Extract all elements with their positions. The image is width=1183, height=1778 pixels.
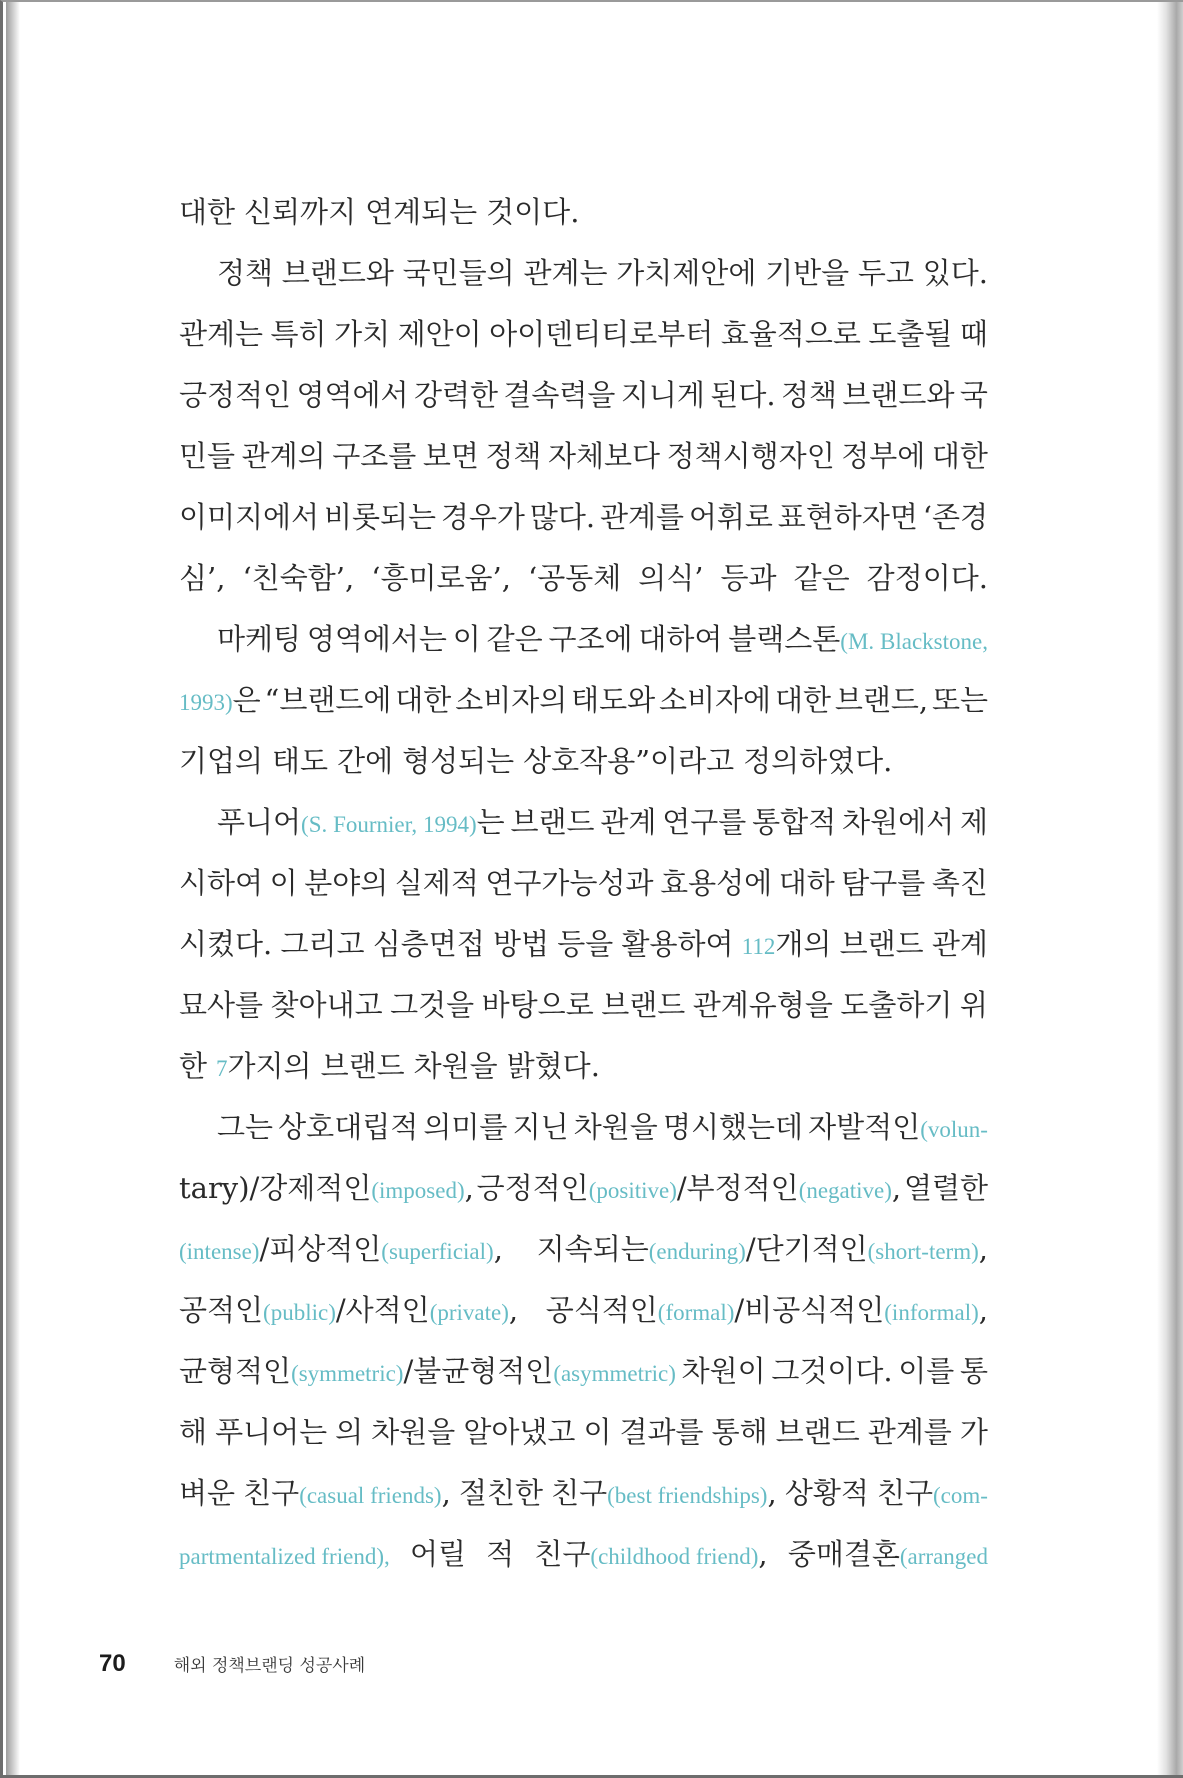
word: 알아냈고	[463, 1415, 576, 1449]
word: 1993)은	[179, 683, 261, 717]
word: 브랜드	[601, 988, 686, 1022]
word: 공식적인(formal)/비공식적인(informal),	[545, 1293, 988, 1327]
word: 친구(childhood friend),	[534, 1537, 768, 1571]
word: 상호대립적	[278, 1110, 419, 1144]
word: 정책	[780, 378, 837, 412]
word: 실제적	[394, 866, 479, 900]
text-line	[179, 373, 988, 434]
text-line	[179, 1227, 988, 1288]
text-line	[179, 495, 988, 556]
word: 상호작용”이라고	[523, 744, 735, 778]
word: 태도와	[571, 683, 656, 717]
word: 연구를	[662, 805, 747, 839]
word: 1994)는	[422, 805, 505, 839]
word: 등을	[557, 927, 614, 961]
word: 차원을	[413, 1049, 498, 1083]
word: 또는	[931, 683, 988, 717]
word: 정의하였다.	[743, 744, 893, 778]
word: 브랜드	[775, 1415, 860, 1449]
word: 의식’	[638, 561, 704, 595]
word: 의	[335, 1415, 364, 1449]
text-line	[179, 1105, 988, 1166]
word: 대하	[778, 866, 835, 900]
word: 이	[269, 866, 298, 900]
word: 구조를	[332, 439, 417, 473]
word: 절친한	[458, 1476, 543, 1510]
word: 관계를	[599, 500, 684, 534]
word: 명시했는데	[662, 1110, 804, 1144]
word: 친구(com-	[876, 1476, 988, 1510]
word: 구조에	[548, 622, 633, 656]
word: 통	[959, 1354, 988, 1388]
word: 벼운	[179, 1476, 236, 1510]
word: 적	[486, 1537, 515, 1571]
word: 기반을	[765, 256, 850, 290]
word: 밝혔다.	[506, 1049, 600, 1083]
word: 관계의	[241, 439, 326, 473]
word: 이를	[898, 1354, 955, 1388]
word: 제	[959, 805, 988, 839]
word: ‘흥미로움’,	[371, 561, 511, 595]
word: 시하여	[179, 866, 264, 900]
word: Fournier,	[333, 812, 418, 837]
word: 도출하기	[840, 988, 953, 1022]
running-title: 해외 정책브랜딩 성공사례	[173, 1656, 366, 1676]
word: 관계유형을	[692, 988, 833, 1022]
text-line	[179, 983, 988, 1044]
text-line	[179, 678, 988, 739]
text-line	[179, 861, 988, 922]
word: 연계되는	[365, 195, 478, 229]
word: 위	[959, 988, 988, 1022]
word: 상황적	[784, 1476, 869, 1510]
text-line	[179, 1166, 988, 1227]
word: 가치	[334, 317, 391, 351]
word: 대한	[395, 683, 452, 717]
word: 정책시행자인	[666, 439, 835, 473]
word: 효율적으로	[720, 317, 861, 351]
word: 등과	[720, 561, 777, 595]
word: 그것을	[390, 988, 475, 1022]
word: 어휘로	[688, 500, 773, 534]
word: 같은	[793, 561, 850, 595]
word: 아이덴티티로부터	[489, 317, 714, 351]
word: 블랙스톤(M.	[728, 622, 875, 656]
word: 차원이	[681, 1354, 766, 1388]
word: 대하여	[638, 622, 723, 656]
page-number: 70	[99, 1650, 126, 1677]
word: 가치제안에	[616, 256, 757, 290]
word: 이미지에서	[179, 500, 320, 534]
word: 많다.	[529, 500, 596, 534]
word: 정책	[217, 256, 274, 290]
word: 묘사를	[179, 988, 264, 1022]
word: partmentalized friend),	[179, 1544, 390, 1569]
word: ‘공동체	[527, 561, 622, 595]
text-line	[179, 1044, 988, 1105]
word: 신뢰까지	[244, 195, 357, 229]
word: 가	[959, 1415, 988, 1449]
word: 공적인(public)/사적인(private),	[179, 1293, 519, 1327]
word: 자체보다	[548, 439, 661, 473]
word: 탐구를	[841, 866, 926, 900]
word: 정책	[485, 439, 542, 473]
word: 비롯되는	[323, 500, 437, 534]
text-line	[179, 556, 988, 617]
word: 소비자에	[659, 683, 772, 717]
word: 해	[179, 1415, 208, 1449]
word: 것이다.	[486, 195, 580, 229]
word: 브랜드	[510, 805, 595, 839]
word: 의미를	[423, 1110, 508, 1144]
word: 통해	[711, 1415, 768, 1449]
word: 관계를	[867, 1415, 952, 1449]
text-line	[179, 739, 988, 800]
word: 그는	[217, 1110, 274, 1144]
word: 민들	[179, 439, 236, 473]
word: 연구가능성과	[485, 866, 654, 900]
word: Blackstone,	[880, 629, 988, 654]
word: 소비자의	[455, 683, 568, 717]
word: 지니게	[620, 378, 705, 412]
page-footer	[99, 1650, 365, 1678]
text-line	[179, 800, 988, 861]
word: 마케팅	[217, 622, 302, 656]
word: 결과를	[619, 1415, 704, 1449]
word: 열렬한	[903, 1171, 988, 1205]
word: 국민들의	[402, 256, 515, 290]
text-line	[179, 251, 988, 312]
word: 브랜드,	[834, 683, 929, 717]
word: 어릴	[409, 1537, 466, 1571]
word: 친구(casual friends),	[243, 1476, 451, 1510]
word: 경우가	[440, 500, 525, 534]
word: 심층면접	[372, 927, 485, 961]
word: 한	[179, 1049, 208, 1083]
word: 관계	[931, 927, 988, 961]
word: 보면	[422, 439, 479, 473]
word: 형성되는	[402, 744, 515, 778]
word: 정부에	[841, 439, 926, 473]
word: 감정이다.	[866, 561, 988, 595]
word: 두고	[857, 256, 914, 290]
word: 표현하자면	[777, 500, 918, 534]
word: 시켰다.	[179, 927, 273, 961]
word: 112개의	[741, 927, 832, 961]
text-line	[179, 1471, 988, 1532]
word: 기업의	[179, 744, 264, 778]
word: 찾아내고	[270, 988, 383, 1022]
text-line	[179, 434, 988, 495]
word: 바탕으로	[481, 988, 594, 1022]
word: 푸니어(S.	[217, 805, 328, 839]
word: 활용하여	[621, 927, 734, 961]
word: ‘존경	[922, 500, 988, 534]
word: 이	[452, 622, 481, 656]
word: 자발적인(volun-	[808, 1110, 988, 1144]
text-line	[179, 617, 988, 678]
word: 간에	[337, 744, 394, 778]
word: 그리고	[280, 927, 365, 961]
word: 영역에서는	[306, 622, 447, 656]
word: 푸니어는	[215, 1415, 328, 1449]
word: “브랜드에	[264, 683, 392, 717]
word: 국	[959, 378, 988, 412]
word: 그것이다.	[771, 1354, 893, 1388]
text-line	[179, 312, 988, 373]
text-line	[179, 190, 988, 251]
word: 된다.	[710, 378, 776, 412]
word: 결속력을	[503, 378, 616, 412]
word: 7가지의	[216, 1049, 312, 1083]
word: 강력한	[413, 378, 498, 412]
text-line	[179, 1532, 988, 1593]
word: 차원을	[573, 1110, 658, 1144]
word: 이	[583, 1415, 612, 1449]
word: 방법	[492, 927, 550, 961]
word: 차원에서	[842, 805, 955, 839]
word: 통합적	[752, 805, 837, 839]
text-line	[179, 1288, 988, 1349]
word: 브랜드와	[842, 378, 955, 412]
word: ‘친숙함’,	[242, 561, 355, 595]
word: 심’,	[179, 561, 226, 595]
word: 대한	[179, 195, 236, 229]
text-line	[179, 922, 988, 983]
word: 관계는	[179, 317, 264, 351]
word: 제안이	[397, 317, 482, 351]
word: 특히	[270, 317, 327, 351]
word: 차원을	[371, 1415, 456, 1449]
word: 브랜드	[320, 1049, 405, 1083]
word: 도출될	[868, 317, 953, 351]
word: 대한	[931, 439, 988, 473]
word: 대한	[774, 683, 831, 717]
word: tary)/강제적인(imposed),	[179, 1171, 474, 1205]
word: 관계는	[523, 256, 608, 290]
word: 중매결혼(arranged	[787, 1537, 988, 1571]
word: (intense)/피상적인(superficial),	[179, 1232, 503, 1266]
word: 있다.	[922, 256, 988, 290]
body-text	[179, 190, 988, 1593]
page-right-edge	[1157, 2, 1183, 1775]
word: 지닌	[512, 1110, 569, 1144]
word: 지속되는(enduring)/단기적인(short-term),	[536, 1232, 988, 1266]
word: 브랜드와	[281, 256, 394, 290]
page-left-shadow	[6, 2, 20, 1775]
word: 같은	[486, 622, 543, 656]
text-line	[179, 1410, 988, 1471]
word: 영역에서	[296, 378, 409, 412]
word: 관계	[600, 805, 657, 839]
word: 긍정적인	[179, 378, 292, 412]
word: 촉진	[931, 866, 988, 900]
text-line	[179, 1349, 988, 1410]
word: 균형적인(symmetric)/불균형적인(asymmetric)	[179, 1354, 676, 1388]
word: 긍정적인(positive)/부정적인(negative),	[476, 1171, 902, 1205]
word: 효용성에	[660, 866, 773, 900]
word: 태도	[272, 744, 329, 778]
word: 브랜드	[839, 927, 924, 961]
word: 친구(best friendships),	[551, 1476, 777, 1510]
word: 때	[959, 317, 988, 351]
word: 분야의	[304, 866, 389, 900]
